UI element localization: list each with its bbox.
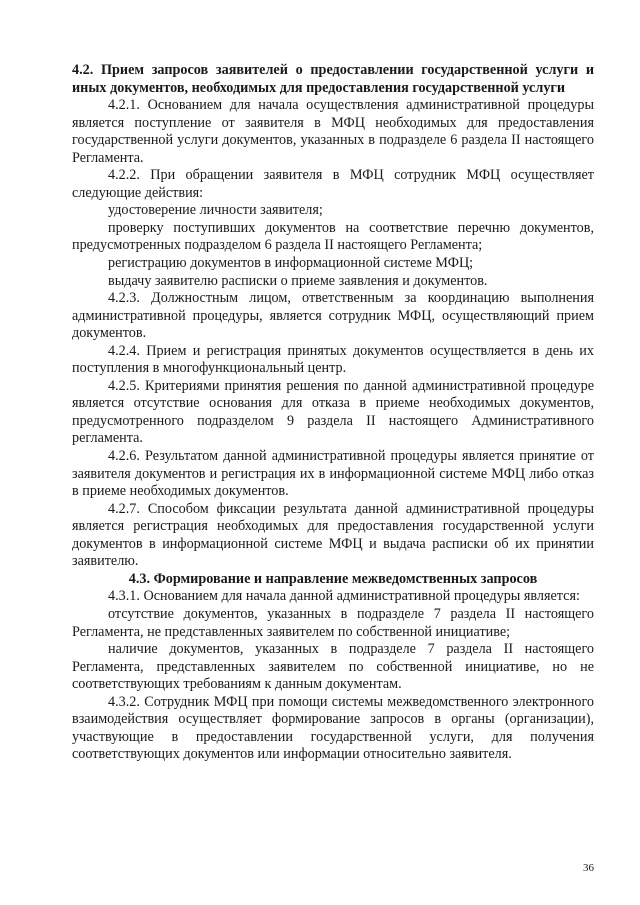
paragraph-4-2-1: 4.2.1. Основанием для начала осуществления административной процедуры является поступление от заявителя в МФЦ необходимых для предоставления государственной услуги документов, указанных в подразделе 6 раздела II настоящего Регламента. xyxy=(72,97,594,166)
action-item: выдачу заявителю расписки о приеме заявления и документов. xyxy=(108,272,488,289)
action-item: удостоверение личности заявителя; xyxy=(108,202,323,219)
ground-item: отсутствие документов, указанных в подразделе 7 раздела II настоящего Регламента, не представленных заявителем по собственной инициативе; xyxy=(72,605,594,640)
paragraph-4-2-6: 4.2.6. Результатом данной административной процедуры является принятие от заявителя документов и регистрация их в информационной системе МФЦ либо отказ в приеме необходимых документов. xyxy=(72,448,594,500)
action-item: регистрацию документов в информационной системе МФЦ; xyxy=(108,255,474,272)
paragraph-4-3-2: 4.3.2. Сотрудник МФЦ при помощи системы межведомственного электронного взаимодействия осуществляет формирование запросов в органы (организации), участвующие в предоставлении государственной услуги, для получения соответствующих документов или информации относительно заявителя. xyxy=(72,693,594,763)
paragraph-4-2-5: 4.2.5. Критериями принятия решения по данной административной процедуре является отсутствие основания для отказа в приеме необходимых документов, предусмотренного подразделом 9 раздела II настоящего Административного регламента. xyxy=(72,377,594,447)
section-4-3-heading: 4.3. Формирование и направление межведомственных запросов xyxy=(128,570,538,587)
ground-item: наличие документов, указанных в подразделе 7 раздела II настоящего Регламента, представленных заявителем по собственной инициативе, но не соответствующих требованиям к данным документам. xyxy=(72,641,594,693)
page-number: 36 xyxy=(583,862,594,874)
section-4-2-heading: 4.2. Прием запросов заявителей о предоставлении государственной услуги и иных документов, необходимых для предоставления государственной услуги xyxy=(72,62,594,96)
paragraph-4-3-1: 4.3.1. Основанием для начала данной административной процедуры является: xyxy=(108,588,580,605)
paragraph-4-2-3: 4.2.3. Должностным лицом, ответственным за координацию выполнения административной процедуры, является сотрудник МФЦ, осуществляющий прием документов. xyxy=(72,290,594,342)
paragraph-4-2-2: 4.2.2. При обращении заявителя в МФЦ сотрудник МФЦ осуществляет следующие действия: xyxy=(72,167,594,201)
paragraph-4-2-7: 4.2.7. Способом фиксации результата данной административной процедуры является регистрация необходимых для предоставления государственной услуги документов в информационной системе МФЦ и выдача расписки об их принятии заявителю. xyxy=(72,500,594,570)
paragraph-4-2-4: 4.2.4. Прием и регистрация принятых документов осуществляется в день их поступления в многофункциональный центр. xyxy=(72,342,594,377)
action-item: проверку поступивших документов на соответствие перечню документов, предусмотренных подразделом 6 раздела II настоящего Регламента; xyxy=(72,219,594,254)
